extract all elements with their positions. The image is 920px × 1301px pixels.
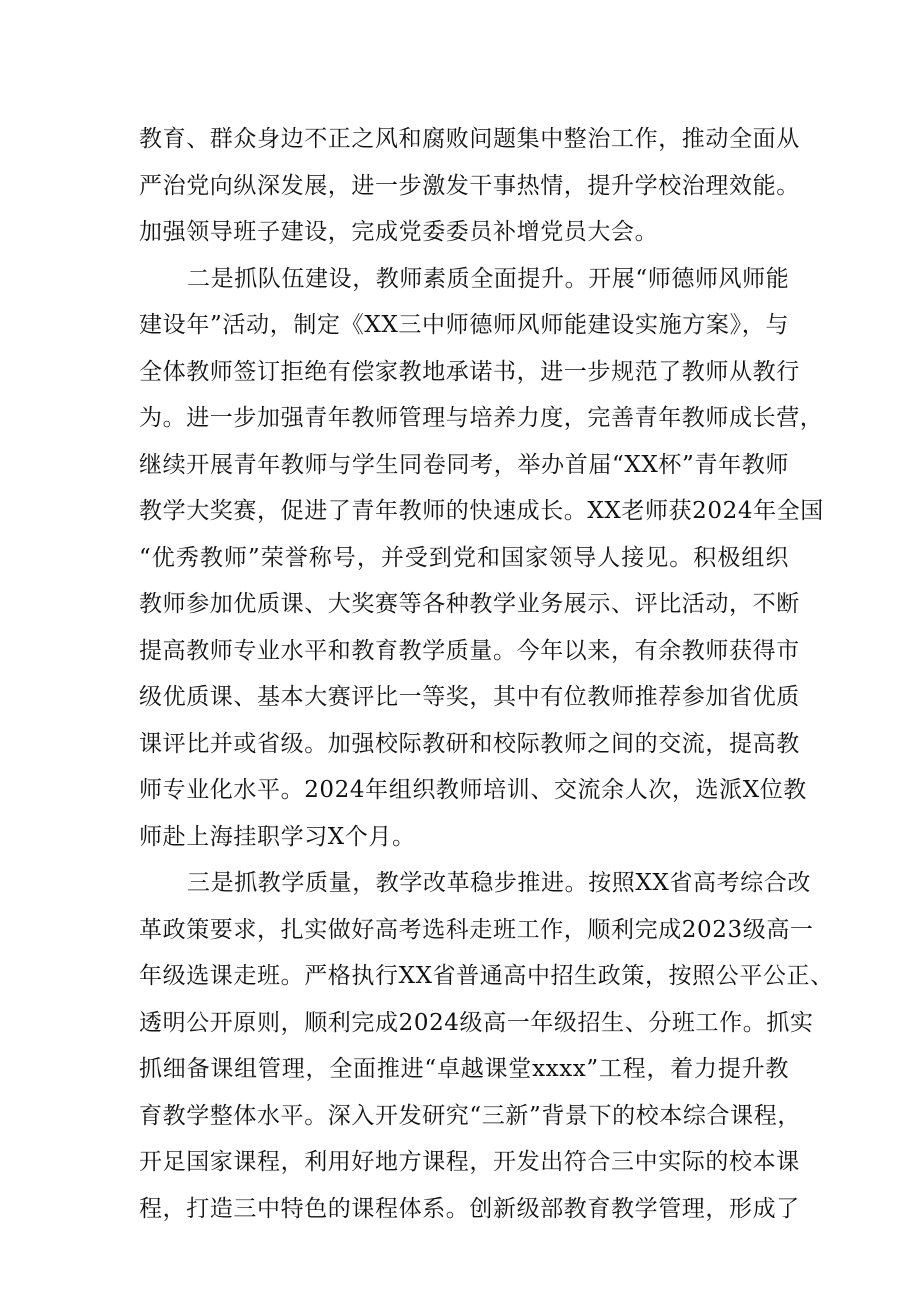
- text-line: 全体教师签订拒绝有偿家教地承诺书，进一步规范了教师从教行: [139, 358, 800, 385]
- text-line: 育教学整体水平。深入开发研究“三新”背景下的校本综合课程，: [139, 1102, 801, 1129]
- text-line: 提高教师专业水平和教育教学质量。今年以来，有余教师获得市: [139, 637, 800, 664]
- text-line: 革政策要求，扎实做好高考选科走班工作，顺利完成2023级高一: [139, 916, 814, 943]
- text-line: 开足国家课程，利用好地方课程，开发出符合三中实际的校本课: [139, 1149, 800, 1175]
- text-line: 抓细备课组管理，全面推进“卓越课堂xxxx”工程，着力提升教: [139, 1056, 789, 1082]
- text-line: 级优质课、基本大赛评比一等奖，其中有位教师推荐参加省优质: [139, 684, 800, 710]
- document-body: [139, 116, 834, 1232]
- text-line: 二是抓队伍建设，教师素质全面提升。开展“师德师风师能: [187, 265, 790, 292]
- text-line: 教学大奖赛，促进了青年教师的快速成长。XX老师获2024年全国: [139, 498, 824, 524]
- text-line: 课评比并或省级。加强校际教研和校际教师之间的交流，提高教: [139, 730, 800, 757]
- text-line: 严治党向纵深发展，进一步激发干事热情，提升学校治理效能。: [139, 172, 800, 199]
- text-line: 为。进一步加强青年教师管理与培养力度，完善青年教师成长营，: [139, 405, 824, 431]
- text-line: 师赴上海挂职学习X个月。: [139, 823, 416, 850]
- paragraph-2: [139, 256, 824, 861]
- text-line: 三是抓教学质量，教学改革稳步推进。按照XX省高考综合改: [187, 870, 811, 896]
- text-line: 年级选课走班。严格执行XX省普通高中招生政策，按照公平公正、: [139, 963, 834, 989]
- text-line: 师专业化水平。2024年组织教师培训、交流余人次，选派X位教: [139, 777, 807, 803]
- paragraph-3: [139, 860, 834, 1232]
- text-line: 加强领导班子建设，完成党委委员补增党员大会。: [139, 219, 659, 245]
- paragraph-1: [139, 116, 800, 256]
- text-line: “优秀教师”荣誉称号，并受到党和国家领导人接见。积极组织: [139, 544, 789, 571]
- text-line: 透明公开原则，顺利完成2024级高一年级招生、分班工作。抓实: [139, 1009, 814, 1036]
- text-line: 建设年”活动，制定《XX三中师德师风师能建设实施方案》，与: [139, 312, 789, 338]
- text-line: 教育、群众身边不正之风和腐败问题集中整治工作，推动全面从: [139, 126, 800, 152]
- text-line: 继续开展青年教师与学生同卷同考，举办首届“XX杯”青年教师: [139, 451, 789, 478]
- text-line: 程，打造三中特色的课程体系。创新级部教育教学管理，形成了: [139, 1195, 800, 1222]
- text-line: 教师参加优质课、大奖赛等各种教学业务展示、评比活动，不断: [139, 591, 800, 617]
